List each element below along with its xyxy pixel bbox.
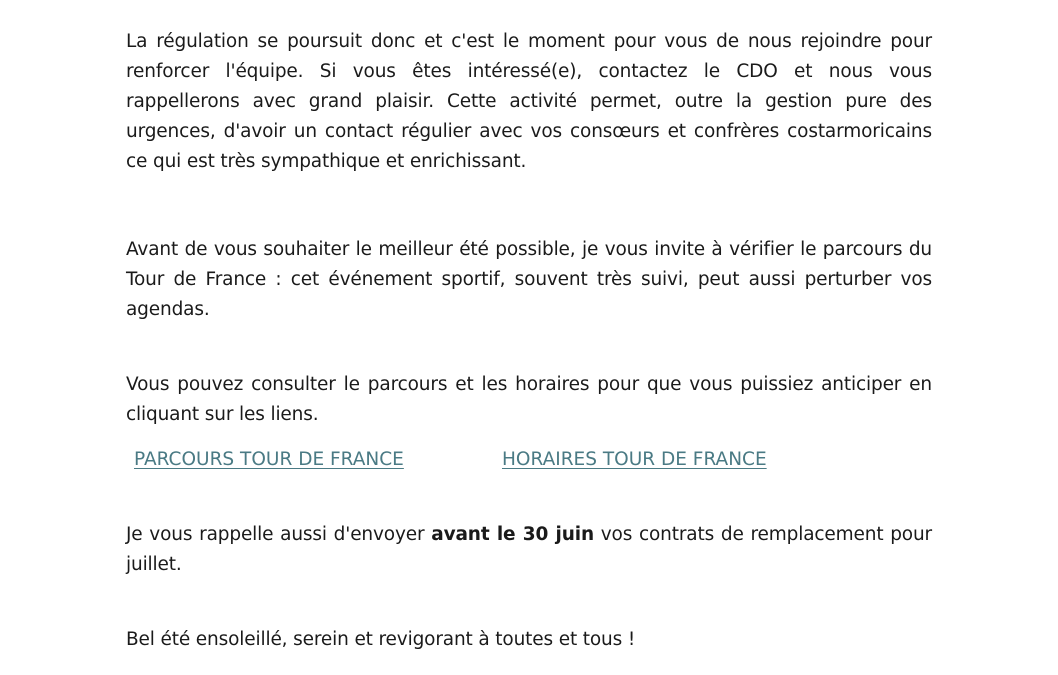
parcours-tour-de-france-link[interactable]: PARCOURS TOUR DE FRANCE — [134, 449, 404, 470]
paragraph-regulation: La régulation se poursuit donc et c'est le moment pour vous de nous rejoindre pour renforcer l'équipe. Si vous êtes intéressé(e), contactez le CDO et nous vous rappellerons avec grand plaisir. Cette activité permet, outre la gestion pure des urgences, d'avoir un contact régulier avec vos consœurs et confrères costarmoricains ce qui est très sympathique et enrichissant. — [126, 31, 932, 172]
paragraph-consult-links: Vous pouvez consulter le parcours et les horaires pour que vous puissiez anticiper en cliquant sur les liens. — [126, 374, 932, 425]
reminder-deadline: avant le 30 juin — [431, 524, 594, 545]
paragraph-closing-wishes: Bel été ensoleillé, serein et revigorant à toutes et tous ! — [126, 629, 636, 650]
reminder-text-after: vos contrats de remplacement pour juillet. — [126, 524, 932, 575]
horaires-tour-de-france-link[interactable]: HORAIRES TOUR DE FRANCE — [502, 449, 767, 470]
links-row — [130, 445, 890, 475]
paragraph-contracts-reminder — [126, 520, 932, 580]
paragraph-tour-de-france: Avant de vous souhaiter le meilleur été possible, je vous invite à vérifier le parcours du Tour de France : cet événement sportif, souvent très suivi, peut aussi perturber vos agendas. — [126, 239, 932, 320]
reminder-text-before: Je vous rappelle aussi d'envoyer — [126, 524, 432, 545]
